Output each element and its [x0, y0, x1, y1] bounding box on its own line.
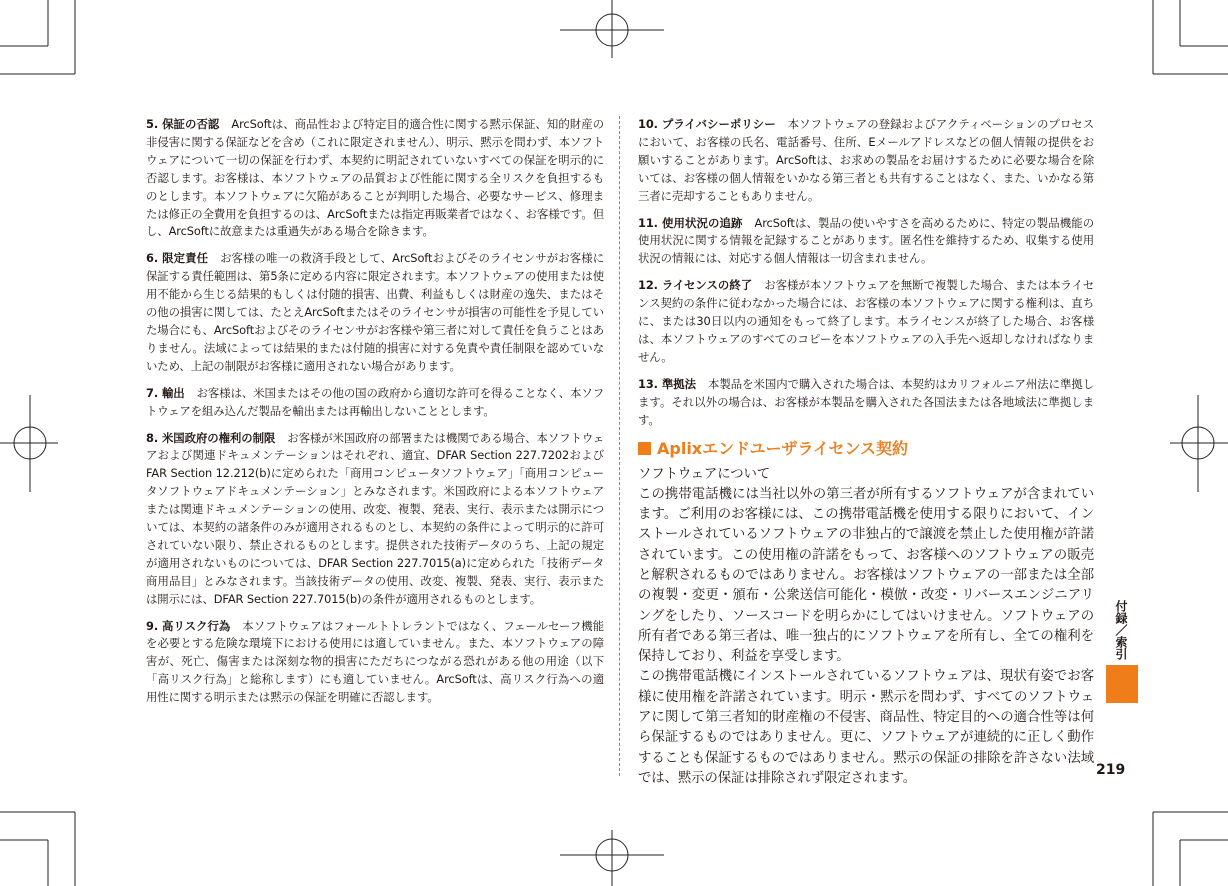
side-index-tab: 付録／索引	[1114, 600, 1128, 660]
section-text: お客様の唯一の救済手段として、ArcSoftおよびそのライセンサがお客様に保証する責任範囲は、第5条に定める内容に限定されます。本ソフトウェアの使用または使用不能から生じる結果的もしくは付随的損害、出費、利益もしくは財産の逸失、またはその他の損害に関しては、たとえArcSoftまたはそのライセンサが損害の可能性を予見していた場合にも、ArcSoftおよびそのライセンサがお客様や第三者に対して責任を負うことはありません。法域によっては結果的または付随的損害に対する免責や責任制限を認めていないため、上記の制限がお客様に適用されない場合があります。	[146, 251, 604, 373]
software-subheading: ソフトウェアについて	[638, 466, 771, 482]
section-text: 本製品を米国内で購入された場合は、本契約はカリフォルニア州法に準拠します。それ以外の場合は、お客様が本製品を購入された各国法または各地域法に準拠します。	[638, 376, 1094, 427]
section-7	[146, 385, 604, 421]
page-number: 219	[1096, 762, 1126, 778]
side-tab-marker	[1106, 665, 1138, 703]
section-text: お客様が本ソフトウェアを無断で複製した場合、または本ライセンス契約の条件に従わなかった場合には、お客様の本ソフトウェアに関する権利は、直ちに、または30日以内の通知をもって終了します。本ライセンスが終了した場合、お客様は、本ソフトウェアのすべてのコピーを本ソフトウェアの入手先へ返却しなければなりません。	[638, 278, 1095, 364]
aplix-paragraph-2: この携帯電話機にインストールされているソフトウェアは、現状有姿でお客様に使用権を許諾されています。明示・黙示を問わず、すべてのソフトウェアに関して第三者知的財産権の不侵害、商品性、特定目的への適合性等は何ら保証するものではありません。更に、ソフトウェアが連続的に正しく動作することも保証するものではありません。黙示の保証の排除を許さない法域では、黙示の保証は排除されず限定されます。	[638, 669, 1094, 786]
section-heading: 6. 限定責任	[146, 251, 209, 266]
aplix-section-title	[638, 439, 1094, 459]
left-column	[146, 116, 604, 716]
right-column	[638, 116, 1094, 789]
section-text: お客様は、米国またはその他の国の政府から適切な許可を得ることなく、本ソフトウェアを組み込んだ製品を輸出または再輸出しないこととします。	[146, 385, 604, 418]
section-heading: 7. 輸出	[146, 385, 185, 400]
column-divider	[619, 116, 620, 776]
section-text: 本ソフトウェアの登録およびアクティベーションのプロセスにおいて、お客様の氏名、電話番号、住所、Eメールアドレスなどの個人情報の提供をお願いすることがあります。ArcSoftは、お求めの製品をお届けするために必要な場合を除いては、お客様の個人情報をいかなる第三者とも共有することはなく、また、いかなる第三者に売却することもありません。	[638, 117, 1094, 203]
section-heading: 9. 高リスク行為	[146, 618, 231, 633]
square-bullet-icon	[638, 442, 651, 455]
section-heading: 5. 保証の否認	[146, 117, 220, 131]
section-5	[146, 116, 604, 241]
section-text: ArcSoftは、製品の使いやすさを高めるために、特定の製品機能の使用状況に関する情報を記録することがあります。匿名性を維持するため、収集する使用状況の情報には、対応する個人情報は一切含まれません。	[638, 215, 1095, 266]
section-8	[146, 430, 604, 609]
section-heading: 13. 準拠法	[638, 376, 696, 391]
section-title-text: Aplixエンドユーザライセンス契約	[657, 438, 909, 458]
section-text: 本ソフトウェアはフォールトトレラントではなく、フェールセーフ機能を必要とする危険な環境下における使用には適していません。また、本ソフトウェアの障害が、死亡、傷害または深刻な物的損害にただちにつながる恐れがある他の用途（以下「高リスク行為」と総称します）にも適していません。ArcSoftは、高リスク行為への適用性に関する明示または黙示の保証を明確に否認します。	[146, 618, 604, 705]
section-text: お客様が米国政府の部署または機関である場合、本ソフトウェアおよび関連ドキュメンテーションはそれぞれ、適宜、DFAR Section 227.7202およびFAR Section 12.212(b)に定められた「商用コンピュータソフトウェア」「商用コンピュータソフトウェアドキュメンテーション」とみなされます。米国政府による本ソフトウェアまたは関連ドキュメンテーションの使用、改変、複製、発表、実行、表示または開示については、本契約の諸条件のみが適用されるものとし、本契約の条件によって明示的に許可されていない限り、禁止されるものとします。提供された技術データのうち、上記の規定が適用されないものについては、DFAR Section 227.7015(a)に定められた「技術データ商用品目」とみなされます。当該技術データの使用、改変、複製、発表、実行、表示または開示には、DFAR Section 227.7015(b)の条件が適用されるものとします。	[146, 430, 605, 606]
aplix-paragraph-1: この携帯電話機には当社以外の第三者が所有するソフトウェアが含まれています。ご利用のお客様には、この携帯電話機を使用する限りにおいて、インストールされているソフトウェアの非独占的で譲渡を禁止した使用権が許諾されています。この使用権の許諾をもって、お客様へのソフトウェアの販売と解釈されるものではありません。お客様はソフトウェアの一部または全部の複製・変更・頒布・公衆送信可能化・模倣・改変・リバースエンジニアリングをしたり、ソースコードを明らかにしてはいけません。ソフトウェアの所有者である第三者は、唯一独占的にソフトウェアを所有し、全ての権利を保持しており、利益を享受します。	[638, 486, 1094, 665]
section-13	[638, 376, 1094, 430]
section-9	[146, 618, 604, 708]
section-10	[638, 116, 1094, 206]
section-heading: 12. ライセンスの終了	[638, 278, 753, 293]
section-heading: 8. 米国政府の権利の制限	[146, 430, 276, 445]
section-6	[146, 250, 604, 375]
section-text: ArcSoftは、商品性および特定目的適合性に関する黙示保証、知的財産の非侵害に関する保証などを含め（これに限定されません）、明示、黙示を問わず、本ソフトウェアについて一切の保証を行わず、本契約に明記されていないすべての保証を明示的に否認します。お客様は、本ソフトウェアの品質および性能に関する全リスクを負担するものとします。本ソフトウェアに欠陥があることが判明した場合、必要なサービス、修理または修正の全費用を負担するのは、ArcSoftまたは指定再販業者ではなく、お客様です。但し、ArcSoftに故意または重過失がある場合を除きます。	[146, 117, 604, 239]
section-heading: 11. 使用状況の追跡	[638, 215, 743, 230]
section-heading: 10. プライバシーポリシー	[638, 117, 776, 131]
section-11	[638, 215, 1094, 269]
section-12	[638, 277, 1094, 367]
